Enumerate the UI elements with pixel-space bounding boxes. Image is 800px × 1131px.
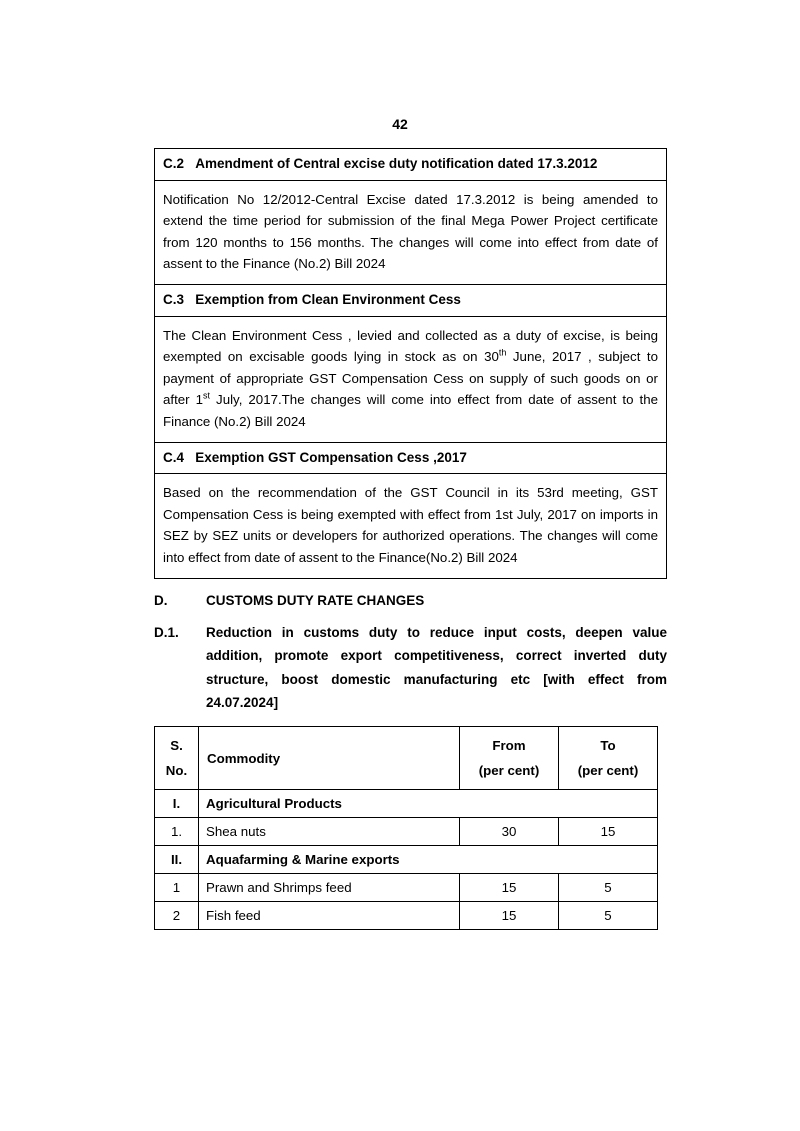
row-serial-number: 2 <box>155 902 199 930</box>
row-serial-number: 1 <box>155 874 199 902</box>
section-c4-code: C.4 <box>163 449 185 465</box>
header-to: To (per cent) <box>559 726 658 790</box>
row-rate-to: 5 <box>559 902 658 930</box>
row-serial-number: I. <box>155 790 199 818</box>
section-d-heading <box>154 592 667 610</box>
page-content <box>154 148 667 930</box>
row-serial-number: II. <box>155 846 199 874</box>
header-commodity: Commodity <box>199 726 460 790</box>
section-c3-body-part3: July, 2017.The changes will come into effect from date of assent to the Finance (No.2) Bill 2024 <box>163 392 658 429</box>
row-commodity: Fish feed <box>199 902 460 930</box>
row-group-title: Agricultural Products <box>199 790 658 818</box>
section-c4-body: Based on the recommendation of the GST Council in its 53rd meeting, GST Compensation Cess is being exempted with effect from 1st July, 2017 on imports in SEZ by SEZ units or developers for authorized operations. The changes will come into effect from date of assent to the Finance(No.2) Bill 2024 <box>155 473 666 577</box>
section-c3-body-part1: The Clean Environment Cess , levied and collected as a duty of excise, is being exempted on excisable goods lying in stock as on 30 <box>163 327 658 365</box>
table-header-row <box>155 726 658 790</box>
section-c3-title: Exemption from Clean Environment Cess <box>195 292 461 307</box>
section-c3-sup-th: th <box>498 347 507 358</box>
section-c2-body: Notification No 12/2012-Central Excise dated 17.3.2012 is being amended to extend the time period for submission of the final Mega Power Project certificate from 120 months to 156 months. The changes will come into effect from date of assent to the Finance (No.2) Bill 2024 <box>155 180 666 284</box>
row-serial-number: 1. <box>155 818 199 846</box>
table-row <box>155 874 658 902</box>
page-number: 42 <box>392 116 408 132</box>
row-group-title: Aquafarming & Marine exports <box>199 846 658 874</box>
section-d1-heading <box>154 621 667 714</box>
table-row <box>155 846 658 874</box>
section-c3-heading <box>155 285 666 316</box>
section-d-label: D. <box>154 592 168 608</box>
row-commodity: Shea nuts <box>199 818 460 846</box>
header-serial-number: S. No. <box>155 726 199 790</box>
row-rate-to: 15 <box>559 818 658 846</box>
section-d-title: CUSTOMS DUTY RATE CHANGES <box>206 592 425 608</box>
table-row <box>155 790 658 818</box>
section-d1-label: D.1. <box>154 625 179 641</box>
section-c3 <box>154 284 667 442</box>
section-c2-code: C.2 <box>163 156 185 171</box>
row-rate-to: 5 <box>559 874 658 902</box>
section-c4-title: Exemption GST Compensation Cess ,2017 <box>195 449 467 465</box>
section-c3-body-part2: June, 2017 , subject to payment of appropriate GST Compensation Cess on supply of such goods on or after 1 <box>163 349 659 408</box>
row-commodity: Prawn and Shrimps feed <box>199 874 460 902</box>
table-row <box>155 818 658 846</box>
section-c3-body <box>155 316 666 442</box>
section-d1-text: Reduction in customs duty to reduce input costs, deepen value addition, promote export competitiveness, correct inverted duty structure, boost domestic manufacturing etc [with effect from 24.07.2024] <box>206 625 667 710</box>
section-c4-heading <box>155 443 666 474</box>
section-c2-title: Amendment of Central excise duty notification dated 17.3.2012 <box>195 156 598 171</box>
table-row <box>155 902 658 930</box>
section-c2-heading <box>155 149 666 180</box>
customs-duty-rates-table <box>154 726 658 931</box>
header-from: From (per cent) <box>460 726 559 790</box>
section-c4 <box>154 442 667 579</box>
section-c3-code: C.3 <box>163 292 185 307</box>
row-rate-from: 30 <box>460 818 559 846</box>
row-rate-from: 15 <box>460 874 559 902</box>
row-rate-from: 15 <box>460 902 559 930</box>
section-c3-sup-st: st <box>203 391 211 402</box>
section-c2 <box>154 148 667 284</box>
